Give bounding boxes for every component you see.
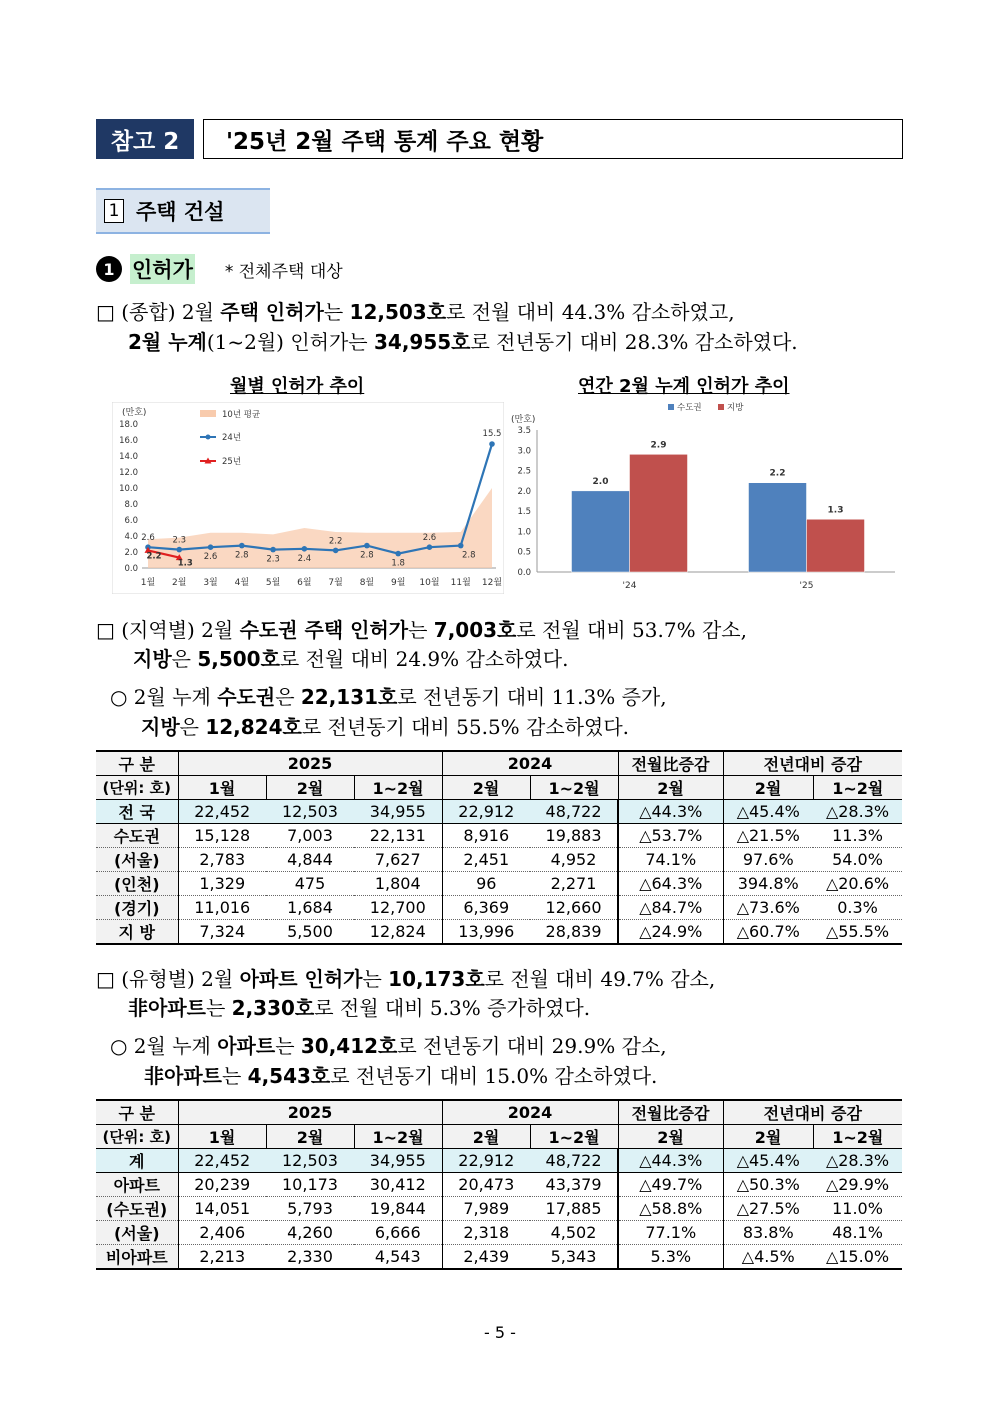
y-tick-label: 2.0	[517, 486, 531, 497]
bar	[807, 519, 865, 572]
para5-line2	[144, 1060, 657, 1089]
table-cell: △28.3%	[813, 800, 902, 824]
header-cell: 2월	[618, 776, 723, 800]
table-cell: △44.3%	[618, 800, 723, 824]
table-cell: 1,684	[266, 896, 354, 920]
header-cell: 전년대비 증감	[723, 1100, 902, 1125]
table-cell: △73.6%	[723, 896, 813, 920]
x-tick-label: '25	[799, 581, 814, 591]
legend-swatch	[668, 404, 674, 410]
table-subheader-row	[96, 776, 902, 800]
text: □ (지역별) 2월	[96, 618, 240, 642]
header-cell: 전월比증감	[618, 1100, 723, 1125]
legend-label: 지방	[727, 403, 744, 413]
text: (1~2월) 인허가는	[206, 330, 374, 354]
table-row	[96, 1149, 902, 1173]
table-cell: △21.5%	[723, 824, 813, 848]
y-tick-label: 16.0	[119, 436, 138, 446]
table-cell: 5,793	[266, 1197, 354, 1221]
row-label-cell: 계	[96, 1149, 178, 1173]
table-cell: 6,666	[354, 1221, 442, 1245]
table-header-row	[96, 1100, 902, 1125]
text-bold: 지방	[133, 647, 172, 671]
table-cell: 19,883	[530, 824, 618, 848]
table-cell: 11.3%	[813, 824, 902, 848]
table-cell: 1,804	[354, 872, 442, 896]
y-tick-label: 2.5	[517, 466, 531, 477]
subsection-heading	[96, 254, 343, 284]
row-label-cell: 지 방	[96, 920, 178, 945]
table-cell: 2,271	[530, 872, 618, 896]
table-cell: 48,722	[530, 800, 618, 824]
para2-line2	[133, 643, 568, 672]
row-label-cell: 수도권	[96, 824, 178, 848]
type-permit-table	[96, 1099, 902, 1270]
table-cell: △53.7%	[618, 824, 723, 848]
x-tick-label: 5월	[265, 578, 281, 588]
table-cell: 10,173	[266, 1173, 354, 1197]
table-cell: △50.3%	[723, 1173, 813, 1197]
table-cell: 11,016	[178, 896, 266, 920]
y-tick-label: 1.5	[517, 507, 531, 518]
data-label: 2.4	[297, 553, 312, 564]
x-tick-label: 4월	[234, 578, 250, 588]
data-point	[458, 543, 464, 549]
data-point	[489, 441, 495, 447]
table-row	[96, 824, 902, 848]
data-label: 2.6	[141, 533, 155, 544]
table-cell: △60.7%	[723, 920, 813, 945]
data-label: 1.8	[391, 558, 405, 569]
header-cell: 전월比증감	[618, 751, 723, 776]
para5-line1	[110, 1030, 667, 1059]
header-cell: 구 분	[96, 751, 178, 776]
annual-permit-chart	[505, 398, 900, 594]
data-point	[427, 544, 433, 550]
x-tick-label: 8월	[359, 578, 375, 588]
subsection-note: * 전체주택 대상	[224, 261, 343, 282]
text: 로 전월 대비 5.3% 증가하였다.	[314, 996, 591, 1020]
reference-badge: 참고 2	[96, 119, 194, 159]
table-cell: 4,844	[266, 848, 354, 872]
text: 로 전월 대비 49.7% 감소,	[484, 967, 716, 991]
table-cell: 28,839	[530, 920, 618, 945]
table-cell: 5,343	[530, 1245, 618, 1270]
table-cell: 8,916	[442, 824, 530, 848]
x-tick-label: 1월	[140, 578, 156, 588]
text: 로 전년동기 대비 11.3% 증가,	[397, 685, 667, 709]
table-cell: △45.4%	[723, 1149, 813, 1173]
table-cell: 475	[266, 872, 354, 896]
y-axis-unit: (만호)	[511, 415, 536, 425]
text: 로 전년동기 대비 28.3% 감소하였다.	[470, 330, 798, 354]
table-cell: 4,543	[354, 1245, 442, 1270]
text: 로 전년동기 대비 15.0% 감소하였다.	[330, 1064, 658, 1088]
data-point	[395, 551, 401, 557]
row-label-cell: (서울)	[96, 848, 178, 872]
header-cell: 2월	[442, 776, 530, 800]
table-cell: 2,406	[178, 1221, 266, 1245]
data-point	[364, 543, 370, 549]
table-cell: 54.0%	[813, 848, 902, 872]
header-cell: 2024	[442, 1100, 618, 1125]
table-cell: 30,412	[354, 1173, 442, 1197]
legend-swatch	[200, 410, 216, 417]
table-cell: 6,369	[442, 896, 530, 920]
table-row	[96, 920, 902, 945]
table-cell: 394.8%	[723, 872, 813, 896]
table-cell: △45.4%	[723, 800, 813, 824]
text-bold: 지방	[141, 715, 180, 739]
chart-title-annual: 연간 2월 누계 인허가 추이	[578, 376, 790, 397]
y-tick-label: 10.0	[119, 484, 138, 494]
table-cell: 12,503	[266, 800, 354, 824]
table-cell: 77.1%	[618, 1221, 723, 1245]
table-cell: △64.3%	[618, 872, 723, 896]
table-cell: 12,700	[354, 896, 442, 920]
table-cell: 20,239	[178, 1173, 266, 1197]
text: □ (유형별) 2월	[96, 967, 240, 991]
text-bold: 5,500호	[197, 647, 280, 671]
table-cell: △55.5%	[813, 920, 902, 945]
table-cell: △15.0%	[813, 1245, 902, 1270]
text-bold: 10,173호	[388, 967, 485, 991]
table-cell: 12,824	[354, 920, 442, 945]
data-label: 1.3	[827, 505, 844, 516]
table-cell: △84.7%	[618, 896, 723, 920]
text: 로 전월 대비 24.9% 감소하였다.	[279, 647, 569, 671]
header-cell: 2024	[442, 751, 618, 776]
table-cell: 48,722	[530, 1149, 618, 1173]
text: 은	[179, 715, 206, 739]
data-label: 2.2	[769, 468, 786, 479]
text-bold: 수도권 주택 인허가	[239, 618, 409, 642]
chart-title-monthly: 월별 인허가 추이	[230, 376, 365, 397]
section-number: 1	[104, 199, 124, 223]
table-cell: 15,128	[178, 824, 266, 848]
table-cell: 1,329	[178, 872, 266, 896]
table-row	[96, 800, 902, 824]
table-cell: 5.3%	[618, 1245, 723, 1270]
data-label: 2.3	[172, 535, 187, 546]
header-cell: 1~2월	[530, 776, 618, 800]
page-number: - 5 -	[484, 1323, 516, 1342]
y-tick-label: 1.0	[517, 527, 531, 538]
data-point	[270, 547, 276, 553]
data-label: 2.2	[328, 536, 343, 547]
page-title-text: '25년 2월 주택 통계 주요 현황	[226, 128, 544, 155]
table-cell: 48.1%	[813, 1221, 902, 1245]
y-tick-label: 3.5	[517, 426, 531, 436]
table-cell: △4.5%	[723, 1245, 813, 1270]
table-cell: 22,912	[442, 1149, 530, 1173]
table-cell: 7,003	[266, 824, 354, 848]
table-cell: 12,660	[530, 896, 618, 920]
text-bold: 30,412호	[300, 1034, 398, 1058]
table-cell: △29.9%	[813, 1173, 902, 1197]
header-cell: 2월	[442, 1125, 530, 1149]
text-bold: 非아파트	[128, 996, 206, 1020]
header-cell: 2025	[178, 1100, 442, 1125]
text-bold: 아파트 인허가	[239, 967, 363, 991]
subsection-bullet: 1	[96, 256, 122, 282]
table-cell: △24.9%	[618, 920, 723, 945]
table-cell: 2,783	[178, 848, 266, 872]
subsection-title: 인허가	[130, 254, 195, 284]
text: 는	[323, 300, 350, 324]
text: 로 전월 대비 53.7% 감소,	[516, 618, 747, 642]
header-cell: 1월	[178, 776, 266, 800]
table-row	[96, 848, 902, 872]
table-cell: 12,503	[266, 1149, 354, 1173]
table-cell: 7,324	[178, 920, 266, 945]
text-bold: 7,003호	[433, 618, 517, 642]
section-heading	[96, 188, 270, 234]
table-cell: 2,439	[442, 1245, 530, 1270]
text: □ (종합) 2월	[96, 300, 221, 324]
header-cell: 2월	[618, 1125, 723, 1149]
text: 는	[362, 967, 389, 991]
y-tick-label: 12.0	[119, 468, 138, 478]
para1-line2	[128, 326, 798, 355]
text-bold: 2월 누계	[128, 330, 207, 354]
text-bold: 아파트	[217, 1034, 276, 1058]
table-cell: 83.8%	[723, 1221, 813, 1245]
table-row	[96, 896, 902, 920]
row-label-cell: (인천)	[96, 872, 178, 896]
table-cell: △28.3%	[813, 1149, 902, 1173]
table-cell: 13,996	[442, 920, 530, 945]
x-tick-label: 3월	[203, 578, 218, 588]
table-cell: 22,912	[442, 800, 530, 824]
header-cell: 구 분	[96, 1100, 178, 1125]
data-point	[239, 543, 245, 549]
header-cell: 1~2월	[530, 1125, 618, 1149]
data-label: 2.8	[235, 550, 249, 561]
region-permit-table	[96, 750, 902, 945]
header-cell: 2월	[723, 776, 813, 800]
text-bold: 수도권	[217, 685, 276, 709]
legend-swatch	[718, 404, 724, 410]
para4-line1	[96, 963, 715, 992]
unit-cell: (단위: 호)	[96, 1125, 178, 1149]
x-tick-label: 7월	[328, 578, 343, 588]
table-cell: 22,131	[354, 824, 442, 848]
table-cell: 2,330	[266, 1245, 354, 1270]
data-label: 2.0	[592, 476, 609, 487]
text-bold: 2,330호	[231, 996, 315, 1020]
table-cell: 97.6%	[723, 848, 813, 872]
y-tick-label: 4.0	[124, 532, 138, 542]
header-cell: 2월	[723, 1125, 813, 1149]
bar	[749, 483, 807, 572]
text: 는	[221, 1064, 248, 1088]
table-cell: △20.6%	[813, 872, 902, 896]
table-cell: 74.1%	[618, 848, 723, 872]
header-cell: 1~2월	[813, 1125, 902, 1149]
row-label-cell: 전 국	[96, 800, 178, 824]
text-bold: 12,503호	[349, 300, 447, 324]
table-header-row	[96, 751, 902, 776]
data-point	[176, 547, 182, 553]
text: ○ 2월 누계	[110, 1034, 218, 1058]
table-cell: 17,885	[530, 1197, 618, 1221]
page-title	[203, 119, 903, 159]
text-bold: 4,543호	[247, 1064, 331, 1088]
section-title: 주택 건설	[136, 200, 225, 224]
header-cell: 1월	[178, 1125, 266, 1149]
data-label: 2.2	[146, 551, 162, 562]
data-label: 2.8	[461, 550, 476, 561]
table-cell: 4,260	[266, 1221, 354, 1245]
table-row	[96, 1245, 902, 1270]
text: 은	[275, 685, 301, 709]
header-cell: 1~2월	[813, 776, 902, 800]
text-bold: 12,824호	[205, 715, 302, 739]
table-row	[96, 1221, 902, 1245]
y-tick-label: 6.0	[124, 516, 138, 526]
header-cell: 2025	[178, 751, 442, 776]
text: ○ 2월 누계	[110, 685, 218, 709]
text-bold: 22,131호	[300, 685, 398, 709]
y-tick-label: 2.0	[124, 548, 138, 558]
table-cell: 2,213	[178, 1245, 266, 1270]
legend-label: 수도권	[677, 403, 702, 413]
y-tick-label: 0.0	[517, 568, 531, 578]
legend-label: 25년	[222, 457, 242, 467]
table-cell: 22,452	[178, 1149, 266, 1173]
data-label: 2.8	[360, 550, 374, 561]
table-cell: 14,051	[178, 1197, 266, 1221]
text-bold: 非아파트	[144, 1064, 222, 1088]
row-label-cell: (경기)	[96, 896, 178, 920]
x-tick-label: 6월	[297, 578, 312, 588]
table-cell: 11.0%	[813, 1197, 902, 1221]
table-cell: 5,500	[266, 920, 354, 945]
x-tick-label: 12월	[481, 578, 503, 588]
text: 로 전년동기 대비 29.9% 감소,	[397, 1034, 667, 1058]
legend-label: 10년 평균	[222, 410, 261, 420]
header-cell: 전년대비 증감	[723, 751, 902, 776]
y-tick-label: 3.0	[517, 446, 531, 457]
table-cell: 2,318	[442, 1221, 530, 1245]
text: 로 전년동기 대비 55.5% 감소하였다.	[301, 715, 629, 739]
text-bold: 34,955호	[373, 330, 471, 354]
y-axis-unit: (만호)	[122, 408, 147, 418]
table-cell: 19,844	[354, 1197, 442, 1221]
table-cell: 4,952	[530, 848, 618, 872]
data-label: 2.6	[203, 552, 218, 563]
legend-swatch	[206, 435, 211, 440]
x-tick-label: 10월	[419, 578, 440, 588]
table-cell: 7,989	[442, 1197, 530, 1221]
table-cell: 4,502	[530, 1221, 618, 1245]
monthly-permit-chart	[112, 402, 504, 594]
text: 는	[275, 1034, 301, 1058]
header-cell: 2월	[266, 1125, 354, 1149]
table-cell: 20,473	[442, 1173, 530, 1197]
table-cell: 7,627	[354, 848, 442, 872]
header-cell: 1~2월	[354, 776, 442, 800]
x-tick-label: 9월	[390, 578, 406, 588]
table-subheader-row	[96, 1125, 902, 1149]
text: 은	[171, 647, 198, 671]
table-cell: 96	[442, 872, 530, 896]
table-cell: △58.8%	[618, 1197, 723, 1221]
table-cell: 22,452	[178, 800, 266, 824]
row-label-cell: (서울)	[96, 1221, 178, 1245]
table-row	[96, 872, 902, 896]
para2-line1	[96, 614, 747, 643]
header-cell: 2월	[266, 776, 354, 800]
table-row	[96, 1173, 902, 1197]
data-label: 2.9	[650, 440, 667, 451]
text: 로 전월 대비 44.3% 감소하였고,	[446, 300, 735, 324]
para3-line1	[110, 681, 667, 710]
bar	[572, 491, 630, 572]
data-point	[302, 546, 308, 552]
text: 는	[408, 618, 434, 642]
text: 는	[205, 996, 232, 1020]
row-label-cell: 아파트	[96, 1173, 178, 1197]
table-cell: 2,451	[442, 848, 530, 872]
para4-line2	[128, 992, 590, 1021]
table-cell: 34,955	[354, 1149, 442, 1173]
data-point	[208, 544, 214, 550]
y-tick-label: 14.0	[119, 452, 138, 462]
table-row	[96, 1197, 902, 1221]
table-cell: △27.5%	[723, 1197, 813, 1221]
table-cell: 34,955	[354, 800, 442, 824]
y-tick-label: 0.0	[124, 564, 138, 574]
table-cell: 43,379	[530, 1173, 618, 1197]
data-point	[333, 548, 339, 554]
para1-line1	[96, 296, 735, 325]
header-cell: 1~2월	[354, 1125, 442, 1149]
data-label: 2.6	[422, 533, 437, 544]
y-tick-label: 8.0	[124, 500, 138, 510]
text-bold: 주택 인허가	[220, 300, 324, 324]
y-tick-label: 0.5	[517, 547, 531, 558]
row-label-cell: (수도권)	[96, 1197, 178, 1221]
data-label: 2.3	[266, 554, 280, 565]
x-tick-label: 11월	[450, 578, 471, 588]
bar	[630, 454, 688, 572]
y-tick-label: 18.0	[119, 420, 138, 430]
data-label: 15.5	[482, 429, 502, 439]
x-tick-label: '24	[622, 581, 637, 591]
table-cell: 0.3%	[813, 896, 902, 920]
table-cell: △44.3%	[618, 1149, 723, 1173]
table-cell: △49.7%	[618, 1173, 723, 1197]
x-tick-label: 2월	[172, 578, 187, 588]
row-label-cell: 비아파트	[96, 1245, 178, 1270]
unit-cell: (단위: 호)	[96, 776, 178, 800]
legend-label: 24년	[222, 433, 242, 443]
para3-line2	[141, 711, 629, 740]
data-label: 1.3	[177, 558, 193, 569]
